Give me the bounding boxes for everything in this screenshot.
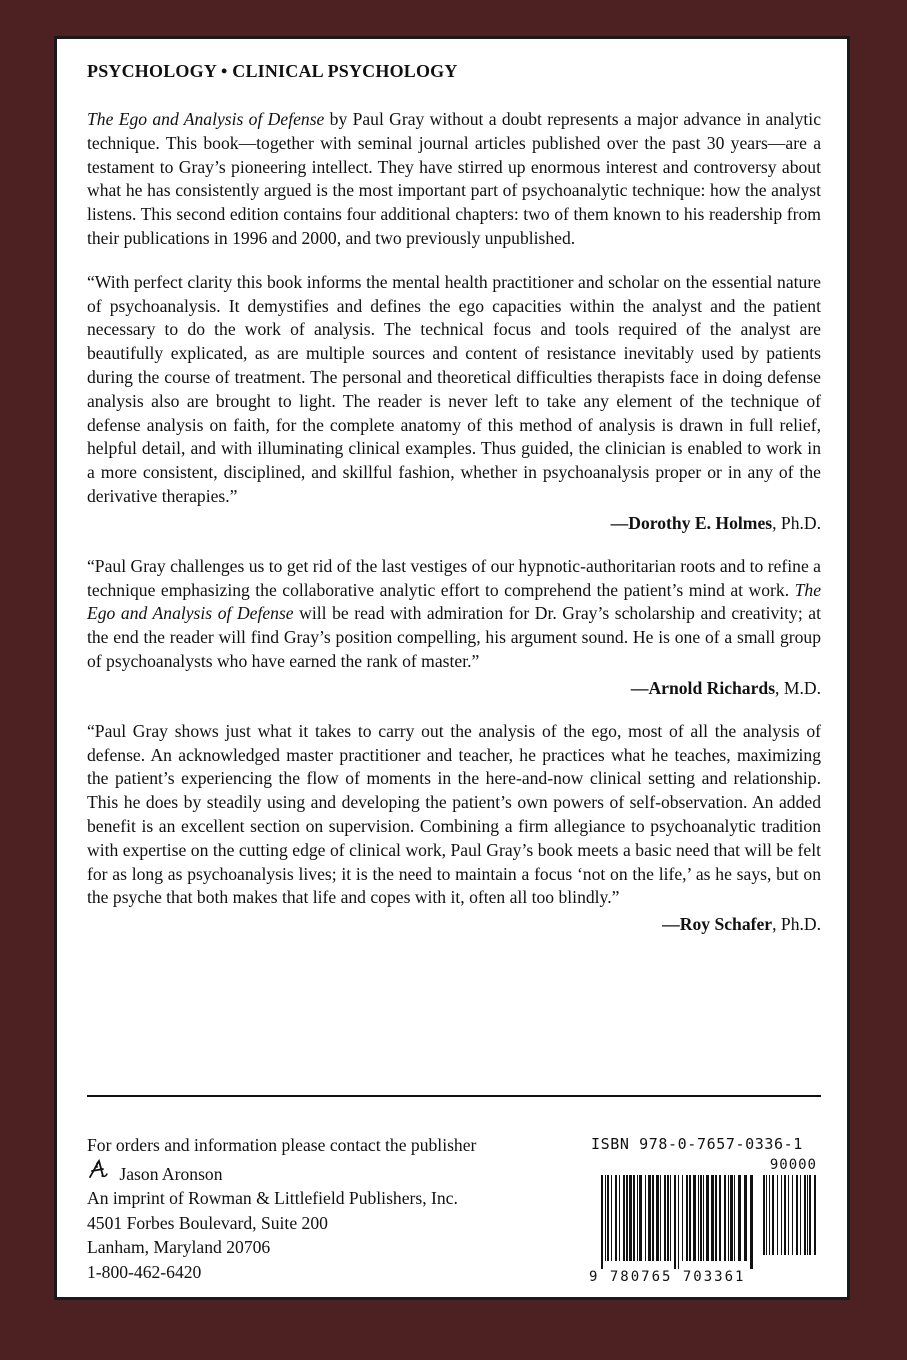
isbn-label: ISBN 978-0-7657-0336-1 [591, 1135, 803, 1153]
endorser-name: Roy Schafer [679, 914, 773, 935]
address-line-2: Lanham, Maryland 20706 [87, 1237, 271, 1257]
endorsement-attribution [87, 511, 821, 535]
barcode-bar [674, 1175, 676, 1269]
barcode-bar [637, 1175, 638, 1261]
book-description [87, 108, 821, 251]
back-cover-panel [54, 36, 850, 1300]
quote-text: “Paul Gray shows just what it takes to carry out the analysis of the ego, most of all the analysis of defense. An acknowledged master practitioner and teacher, he practices what he teaches, maximizing the patient’s experiencing the flow of moments in the here-and-now clinical setting and relationship. This he does by steadily using and developing the patient’s own powers of self-observation. An added benefit is an excellent section on supervision. Combining a firm allegiance to psychoanalytic tradition with expertise on the cutting edge of clinical work, Paul Gray’s book meets a basic need that will be felt for as long as psychoanalysis lives; it is the need to maintain a focus ‘not on the life,’ as he says, but on the psyche that both makes that life and copes with it, often all too blindly.” [87, 720, 821, 908]
address-line-1: 4501 Forbes Boulevard, Suite 200 [87, 1212, 328, 1233]
barcode-bar [700, 1175, 702, 1261]
barcode-bar [728, 1175, 729, 1261]
ean-label: 9 780765 703361 [589, 1269, 746, 1285]
phone-number: 1-800-462-6420 [87, 1261, 202, 1282]
imprint-of: An imprint of Rowman & Littlefield Publishers, Inc. [87, 1188, 458, 1208]
barcode-bar [703, 1175, 704, 1261]
barcode-bar [639, 1175, 642, 1261]
barcode-bar [660, 1175, 661, 1261]
barcode-bar [648, 1175, 651, 1261]
endorsement-holmes [87, 271, 821, 535]
attribution-dash: — [610, 512, 629, 533]
barcode-bar [744, 1175, 747, 1261]
barcode-bar [611, 1175, 612, 1261]
barcode-bar [734, 1175, 735, 1261]
endorsement-text [87, 271, 821, 509]
barcode-bar [619, 1175, 620, 1261]
barcode-bar [656, 1175, 659, 1261]
barcode-bar [686, 1175, 688, 1261]
imprint-row [87, 1158, 587, 1187]
endorser-credential: , Ph.D. [772, 914, 821, 935]
endorsement-attribution [87, 676, 821, 700]
barcode-addon-bar [796, 1175, 798, 1255]
barcode-addon-bar [772, 1175, 774, 1255]
barcode-bars [601, 1175, 817, 1269]
barcode-bar [750, 1175, 753, 1269]
endorsement-attribution [87, 912, 821, 936]
barcode-bar [670, 1175, 671, 1261]
barcode-bar [719, 1175, 721, 1261]
barcode-bar [626, 1175, 628, 1261]
barcode-bar [629, 1175, 632, 1261]
barcode-addon-bar [788, 1175, 789, 1255]
endorser-name: Dorothy E. Holmes [628, 512, 773, 533]
barcode-bar [724, 1175, 726, 1261]
isbn-barcode [589, 1129, 821, 1289]
barcode-addon-bar [784, 1175, 786, 1255]
barcode-addon-bar [804, 1175, 806, 1255]
barcode-bar [693, 1175, 696, 1261]
barcode-bar [706, 1175, 709, 1261]
barcode-addon-bar [769, 1175, 770, 1255]
barcode-bar [730, 1175, 733, 1261]
barcode-bar [711, 1175, 714, 1261]
book-title-italic: The Ego and Analysis of Defense [87, 109, 325, 129]
quote-text: “With perfect clarity this book informs the mental health practitioner and scholar on the essential nature of psychoanalysis. It demystifies and defines the ego capacities within the analyst and the patient necessary to do the work of analysis. The technical focus and tools required of the analyst are beautifully explicated, as are multiple sources and content of resistance inevitably used by patients during the course of treatment. The personal and theoretical difficulties therapists face in doing defense analysis also are brought to light. The reader is never left to take any element of the technique of defense analysis on faith, for the complete anatomy of this method of analysis is drawn in full relief, helpful detail, and with illuminating clinical examples. Thus guided, the clinician is enabled to work in a more consistent, disciplined, and skillful fashion, whether in psychoanalysis proper or in any of the derivative therapies.” [87, 271, 821, 506]
endorser-credential: , Ph.D. [772, 512, 821, 533]
barcode-bar [682, 1175, 683, 1261]
barcode-addon-bar [800, 1175, 801, 1255]
barcode-addon-bar [814, 1175, 816, 1255]
barcode-addon-label: 90000 [769, 1157, 817, 1173]
description-paragraph [87, 108, 821, 251]
barcode-bar [678, 1175, 679, 1269]
quote-text-after: will be read with admiration for Dr. Gray’s scholarship and creativity; at the end the reader will find Gray’s position compelling, his argument sound. He is one of a small group of psychoanalysts who have earned the rank of master.” [87, 603, 821, 671]
barcode-bar [645, 1175, 646, 1261]
barcode-addon-bar [777, 1175, 778, 1255]
attribution-dash: — [662, 914, 680, 935]
jason-aronson-logo-icon [87, 1158, 109, 1180]
barcode-bar [738, 1175, 741, 1261]
barcode-addon-bar [763, 1175, 765, 1255]
description-text: by Paul Gray without a doubt represents a major advance in analytic technique. This book—together with seminal journal articles published over the past 30 years—are a testament to Gray’s pioneering intellect. They have stirred up enormous interest and controversy about what he has consistently argued is the most important part of psychoanalytic technique: how the analyst listens. This second edition contains four additional chapters: two of them known to his readership from their publications in 1996 and 2000, and two previously unpublished. [87, 109, 821, 248]
quote-text: “Paul Gray challenges us to get rid of the last vestiges of our hypnotic-authoritarian roots and to refine a technique emphasizing the collaborative analytic effort to comprehend the patient’s mind at work. [87, 555, 821, 600]
divider-rule [87, 1095, 821, 1097]
barcode-addon-bar [807, 1175, 808, 1255]
endorsement-text [87, 720, 821, 910]
category-heading: PSYCHOLOGY • CLINICAL PSYCHOLOGY [87, 61, 458, 81]
endorser-credential: , M.D. [775, 677, 821, 698]
barcode-bar [667, 1175, 669, 1261]
barcode-bar [715, 1175, 717, 1261]
barcode-bar [698, 1175, 699, 1261]
endorsement-richards [87, 555, 821, 700]
barcode-bar [652, 1175, 654, 1261]
endorser-name: Arnold Richards [648, 677, 776, 698]
quote-italic: The Ego and Analysis of Defense [87, 579, 821, 624]
barcode-bar [615, 1175, 617, 1261]
publisher-info [87, 1133, 587, 1284]
barcode-addon-bar [766, 1175, 767, 1255]
barcode-bar [623, 1175, 625, 1261]
barcode-addon-bar [781, 1175, 782, 1255]
attribution-dash: — [630, 677, 649, 698]
barcode-bar [664, 1175, 666, 1261]
barcode-bar [607, 1175, 609, 1261]
cover-content [87, 61, 821, 956]
imprint-name: Jason Aronson [119, 1163, 223, 1184]
barcode-bar [605, 1175, 606, 1261]
publisher-contact: For orders and information please contact the publisher [87, 1135, 477, 1155]
barcode-bar [633, 1175, 635, 1261]
barcode-addon-bar [809, 1175, 811, 1255]
barcode-bar [601, 1175, 603, 1269]
barcode-addon-bar [792, 1175, 793, 1255]
barcode-bar [689, 1175, 691, 1261]
endorsement-schafer [87, 720, 821, 936]
endorsement-text [87, 555, 821, 674]
